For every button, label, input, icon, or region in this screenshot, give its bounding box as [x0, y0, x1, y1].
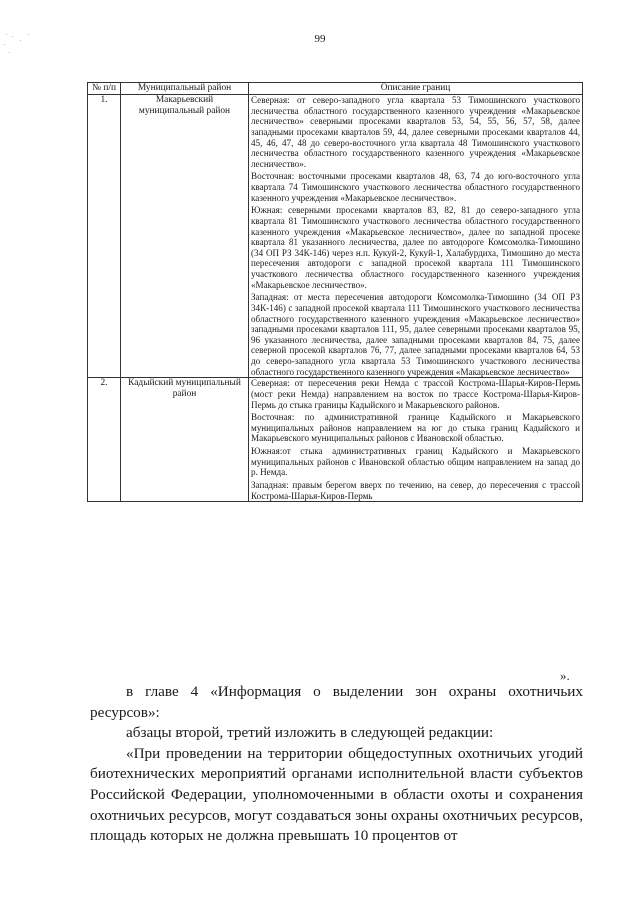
- boundary-north: Северная: от северо-западного угла квартала 53 Тимошинского участкового лесничества областного государственного казенного учреждения «Макарьевское лесничество» северными просеками кварталов 53, 54, 55, 56, 57, 58, далее западными просеками кварталов 59, 44, далее северными просеками кварталов 44, 45, 46, 47, 48 до северо-восточного угла квартала 48 Тимошинского участкового лесничества областного государственного казенного учреждения «Макарьевское лесничество».: [251, 95, 580, 169]
- district-name: Макарьевский муниципальный район: [121, 95, 249, 378]
- paragraph-quote: «При проведении на территории общедоступных охотничьих угодий биотехнических мероприятий органами исполнительной власти субъектов Российской Федерации, уполномоченными в области охоты и сохранения охотничьих ресурсов, могут создаваться зоны охраны охотничьих ресурсов, площадь которых не должна превышать 10 процентов от: [90, 744, 583, 845]
- body-text: [90, 682, 583, 847]
- header-description: Описание границ: [249, 83, 583, 95]
- boundary-description: [249, 95, 583, 378]
- closing-quote: ».: [560, 668, 570, 683]
- district-name: Кадыйский муниципальный район: [121, 378, 249, 502]
- paragraph-instruction: абзацы второй, третий изложить в следующей редакции:: [126, 724, 494, 742]
- row-number: 1.: [88, 95, 121, 378]
- borders-table: [87, 82, 583, 502]
- table-header-row: [88, 83, 583, 95]
- boundary-east: Восточная: восточными просеками кварталов 48, 63, 74 до юго-восточного угла квартала 74 Тимошинского участкового лесничества областного государственного казенного учреждения «Макарьевское лесничество».: [251, 171, 580, 203]
- header-number: № п/п: [88, 83, 121, 95]
- boundary-west: Западная: правым берегом вверх по течению, на север, до пересечения с трассой Кострома-Шарья-Киров-Пермь: [251, 479, 580, 501]
- header-district: Муниципальный район: [121, 83, 249, 95]
- boundary-north: Северная: от пересечения реки Немда с трассой Кострома-Шарья-Киров-Пермь (мост реки Немда) направлением на восток по трассе Кострома-Шарья-Киров-Пермь до стыка границы Кадыйского и Макарьевского районов.: [251, 378, 580, 410]
- boundary-east: Восточная: по административной границе Кадыйского и Макарьевского муниципальных районов направлением на юг до стыка границ Кадыйского и Макарьевского муниципальных районов с Ивановской областью.: [251, 412, 580, 444]
- boundary-south: Южная:от стыка административных границ Кадыйского и Макарьевского муниципальных районов с Ивановской областью общим направлением на запад до р. Немда.: [251, 446, 580, 478]
- table-row: [88, 378, 583, 502]
- page-number: 99: [314, 33, 326, 45]
- row-number: 2.: [88, 378, 121, 502]
- table-row: [88, 95, 583, 378]
- boundary-south: Южная: северными просеками кварталов 83, 82, 81 до северо-западного угла квартала 81 Тимошинского участкового лесничества областного государственного казенного учреждения «Макарьевское лесничество», далее по западной просеке квартала 81 указанного лесничества, далее по автодороге Комсомолка-Тимошино (34 ОП РЗ 34К-146) через н.п. Кукуй-2, Кукуй-1, Халабурдиха, Тимошино до места пересечения автодороги с западной просекой квартала 111 Тимошинского участкового лесничества областного государственного казенного учреждения «Макарьевское лесничество».: [251, 205, 580, 290]
- boundary-description: [249, 378, 583, 502]
- paragraph-chapter-4: в главе 4 «Информация о выделении зон охраны охотничьих ресурсов»:: [90, 683, 583, 721]
- boundary-west: Западная: от места пересечения автодороги Комсомолка-Тимошино (34 ОП РЗ 34К-146) с западной просекой квартала 111 Тимошинского участкового лесничества областного государственного казенного учреждения «Макарьевское лесничество» западными просеками кварталов 111, 95, далее северными просеками кварталов 95, 96 указанного лесничества, далее западными просеками кварталов 84, 75, далее северной просекой кварталов 76, 77, далее западными просеками кварталов 64, 53 до северо-западного угла квартала 53 Тимошинского участкового лесничества областного государственного казенного учреждения «Макарьевское лесничество»: [251, 292, 580, 377]
